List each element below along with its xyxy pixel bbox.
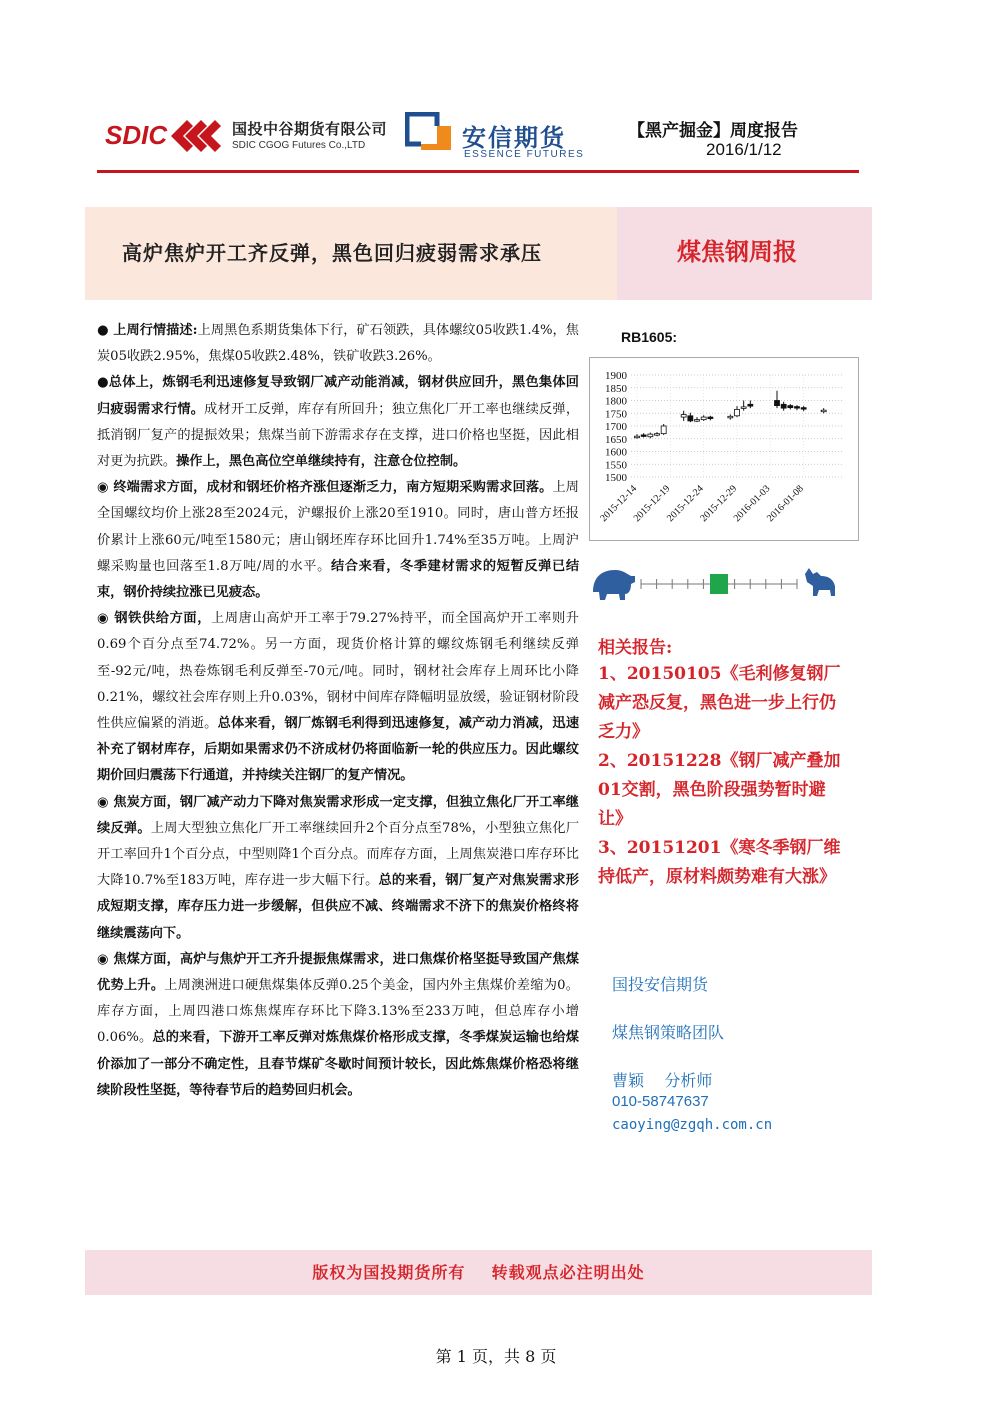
sdic-company-name-en: SDIC CGOG Futures Co.,LTD bbox=[232, 140, 366, 151]
related-report-link[interactable]: 3、20151201《寒冬季钢厂维持低产，原材料颇势难有大涨》 bbox=[598, 838, 841, 887]
y-tick-label: 1900 bbox=[605, 370, 627, 382]
paragraph-text: 上周大型独立焦化厂开工率继续回升2个百分点至78%，小型独立焦化厂开工率回升1个百分点，中型则降1个百分点。而库存方面，上周焦炭港口库存环比大降10.7%至183万吨，库存进一步大幅下行。 bbox=[97, 820, 580, 889]
paragraph-steel-supply bbox=[97, 606, 579, 789]
sentiment-marker bbox=[710, 574, 728, 594]
candle-body bbox=[695, 420, 700, 422]
essence-logo-icon bbox=[405, 112, 453, 152]
candle-body bbox=[775, 401, 780, 406]
paragraph-market-review bbox=[97, 318, 579, 370]
y-tick-label: 1650 bbox=[605, 433, 627, 446]
y-tick-label: 1850 bbox=[605, 382, 627, 395]
candle-body bbox=[801, 408, 806, 410]
y-tick-label: 1550 bbox=[605, 459, 627, 472]
related-report-link[interactable]: 1、20150105《毛利修复钢厂减产恐反复，黑色进一步上行仍乏力》 bbox=[598, 664, 841, 742]
paragraph-heading: ◉ 焦炭方面，钢厂减产动力下降对焦炭需求形成一定支撑，但独立焦化厂开工率继续反弹。 bbox=[97, 794, 579, 836]
paragraph-heading: ◉ 钢铁供给方面， bbox=[97, 611, 212, 627]
related-reports-title: 相关报告: bbox=[598, 638, 673, 658]
analyst-name: 曹颖 分析师 bbox=[612, 1071, 713, 1090]
paragraph-coking-coal bbox=[97, 947, 579, 1104]
sdic-logo-text: SDIC bbox=[105, 120, 168, 150]
sdic-logo bbox=[105, 116, 225, 156]
price-chart bbox=[589, 357, 859, 541]
sentiment-gauge bbox=[589, 562, 839, 606]
paragraph-conclusion: 总体来看，钢厂炼钢毛利得到迅速修复，减产动力消减，迅速补充了钢材库存，后期如果需求仍不济成材仍将面临新一轮的供应压力。因此螺纹期价回归震荡下行通道，并持续关注钢厂的复产情况。 bbox=[97, 716, 580, 784]
report-type: 【黑产掘金】周度报告 bbox=[628, 121, 798, 141]
y-tick-label: 1600 bbox=[605, 446, 627, 459]
paragraph-demand bbox=[97, 475, 579, 606]
report-headline: 高炉焦炉开工齐反弹，黑色回归疲弱需求承压 bbox=[122, 241, 542, 265]
x-tick-label: 2015-12-24 bbox=[665, 483, 706, 525]
essence-company-name-en: ESSENCE FUTURES bbox=[464, 149, 585, 160]
candle-body bbox=[748, 404, 753, 406]
analyst-email[interactable]: caoying@zgqh.com.cn bbox=[612, 1117, 773, 1133]
sdic-company-name: 国投中谷期货有限公司 bbox=[232, 120, 388, 138]
paragraph-conclusion: 操作上，黑色高位空单继续持有，注意仓位控制。 bbox=[176, 454, 467, 470]
x-tick-label: 2015-12-14 bbox=[598, 483, 640, 525]
header-divider bbox=[97, 170, 859, 173]
paragraph-heading: ◉ 终端需求方面，成材和钢坯价格齐涨但逐渐乏力，南方短期采购需求回落。 bbox=[97, 480, 553, 496]
bull-icon bbox=[805, 568, 835, 596]
paragraph-text: 上周黑色系期货集体下行，矿石领跌，具体螺纹05收跌1.4%，焦炭05收跌2.95%，焦煤05收跌2.48%，铁矿收跌3.26%。 bbox=[97, 323, 579, 365]
candle-body bbox=[795, 407, 800, 409]
paragraph-heading: ◉ 焦煤方面，高炉与焦炉开工齐升提振焦煤需求，进口焦煤价格坚挺导致国产焦煤优势上升。 bbox=[97, 951, 579, 994]
candle-body bbox=[821, 410, 826, 412]
candle-body bbox=[728, 416, 733, 418]
report-body bbox=[97, 318, 579, 1104]
paragraph-conclusion: 总的来看，下游开工率反弹对炼焦煤价格形成支撑，冬季煤炭运输也给煤价添加了一部分不确定性，且春节煤矿冬歇时间预计较长，因此炼焦煤价格恐将继续阶段性坚挺，等待春节后的趋势回归机会。 bbox=[97, 1030, 579, 1098]
candle-body bbox=[708, 417, 713, 419]
x-tick-label: 2016-01-08 bbox=[765, 483, 806, 525]
report-date: 2016/1/12 bbox=[706, 140, 782, 159]
candle-body bbox=[735, 409, 740, 415]
report-tag: 煤焦钢周报 bbox=[677, 238, 797, 266]
team-company: 国投安信期货 bbox=[612, 975, 709, 994]
paragraph-heading: ●总体上，炼钢毛利迅速修复导致钢厂减产动能消减，钢材供应回升，黑色集体回归疲弱需求行情。 bbox=[97, 375, 579, 417]
bear-icon bbox=[593, 570, 635, 600]
copyright-notice: 版权为国投期货所有 转载观点必注明出处 bbox=[312, 1263, 645, 1282]
candle-body bbox=[648, 434, 653, 437]
paragraph-heading: ● 上周行情描述: bbox=[97, 323, 198, 338]
y-tick-label: 1750 bbox=[605, 408, 627, 421]
related-report-link[interactable]: 2、20151228《钢厂减产叠加01交割，黑色阶段强势暂时避让》 bbox=[598, 751, 841, 829]
candle-body bbox=[741, 407, 746, 409]
candle-body bbox=[788, 406, 793, 408]
paragraph-coke bbox=[97, 790, 579, 947]
paragraph-text: 上周唐山高炉开工率于79.27%持平，而全国高炉开工率则升0.69个百分点至74.72%。另一方面，现货价格计算的螺纹炼钢毛利继续反弹至-92元/吨，热卷炼钢毛利反弹至-70元/吨。同时，钢材社会库存上周环比小降0.21%，螺纹社会库存则上升0.03%，钢材中间库存降幅明显放缓，验证钢材阶段性供应偏紧的消逝。 bbox=[97, 611, 579, 732]
candle-body bbox=[635, 436, 640, 438]
y-tick-label: 1800 bbox=[605, 395, 627, 408]
x-tick-label: 2015-12-29 bbox=[698, 483, 740, 525]
page-number: 第 1 页，共 8 页 bbox=[435, 1347, 557, 1366]
paragraph-text: 上周澳洲进口硬焦煤集体反弹0.25个美金，国内外主焦煤价差缩为0。库存方面，上周四港口炼焦煤库存环比下降3.13%至233万吨，但总库存小增0.06%。 bbox=[97, 978, 579, 1046]
paragraph-text: 成材开工反弹，库存有所回升；独立焦化厂开工率也继续反弹，抵消钢厂复产的提振效果；焦煤当前下游需求存在支撑，进口价格也坚挺，因此相对更为抗跌。 bbox=[97, 401, 580, 470]
essence-company-name: 安信期货 bbox=[462, 124, 566, 152]
paragraph-conclusion: 结合来看，冬季建材需求的短暂反弹已结束，钢价持续拉涨已见疲态。 bbox=[97, 558, 580, 601]
chart-contract-label: RB1605: bbox=[621, 329, 678, 345]
candle-body bbox=[655, 434, 660, 436]
candle-body bbox=[641, 435, 646, 437]
paragraph-conclusion: 总的来看，钢厂复产对焦炭需求形成短期支撑，库存压力进一步缓解，但供应不减、终端需求不济下的焦炭价格终将继续震荡向下。 bbox=[97, 873, 579, 941]
x-tick-label: 2015-12-19 bbox=[631, 483, 673, 525]
candle-body bbox=[781, 404, 786, 408]
candle-body bbox=[688, 416, 693, 421]
candle-body bbox=[661, 426, 666, 434]
paragraph-overview bbox=[97, 370, 579, 475]
analyst-phone: 010-58747637 bbox=[612, 1093, 709, 1110]
x-tick-label: 2016-01-03 bbox=[731, 483, 773, 525]
paragraph-text: 上周全国螺纹均价上涨28至2024元，沪螺报价上涨20至1910。同时，唐山普方坯报价累计上涨60元/吨至1580元；唐山钢坯库存环比回升1.74%至35万吨。上周沪螺采购量也回落至1.8万吨/周的水平。 bbox=[97, 480, 579, 574]
candle-body bbox=[701, 417, 706, 420]
candle-body bbox=[681, 415, 686, 418]
y-tick-label: 1700 bbox=[605, 421, 627, 433]
y-tick-label: 1500 bbox=[605, 472, 627, 484]
team-name: 煤焦钢策略团队 bbox=[612, 1023, 725, 1042]
